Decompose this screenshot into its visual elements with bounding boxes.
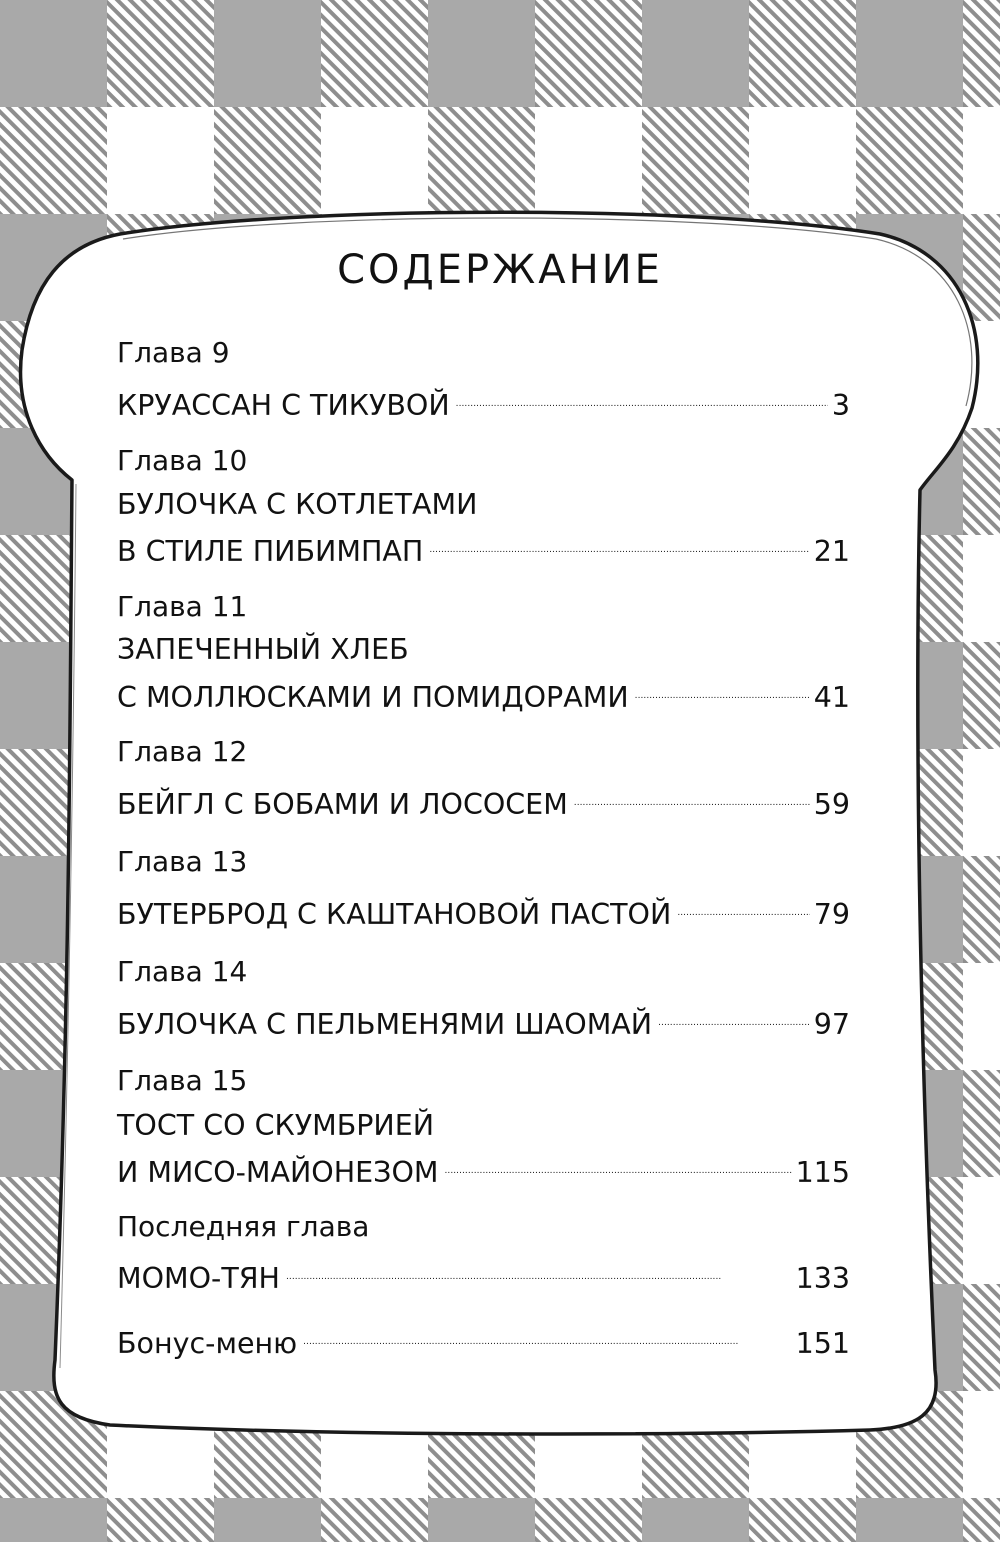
dot-leader [286,1254,792,1288]
chapter-10-page: 21 [813,535,850,568]
last-chapter-label: Последняя глава [117,1210,370,1243]
toc-row-bonus-menu[interactable] [117,1319,850,1360]
dot-leader [429,527,809,561]
toc-row-last-chapter[interactable] [117,1254,850,1295]
chapter-10-label: Глава 10 [117,444,248,477]
chapter-15-label: Глава 15 [117,1064,248,1097]
toc-row-chapter-10[interactable] [117,527,850,568]
dot-leader [444,1148,791,1182]
toc-row-chapter-15[interactable] [117,1148,850,1189]
chapter-14-page: 97 [813,1008,850,1041]
chapter-9-title: КРУАССАН С ТИКУВОЙ [117,389,450,422]
dot-leader [677,890,809,924]
chapter-9-page: 3 [831,389,850,422]
toc-row-chapter-12[interactable] [117,780,850,821]
bonus-menu-title: Бонус-меню [117,1327,298,1360]
chapter-11-title-line-2: С МОЛЛЮСКАМИ И ПОМИДОРАМИ [117,681,629,714]
toc-title: СОДЕРЖАНИЕ [337,247,663,293]
chapter-14-title: БУЛОЧКА С ПЕЛЬМЕНЯМИ ШАОМАЙ [117,1008,653,1041]
dot-leader [635,673,810,707]
chapter-13-page: 79 [813,898,850,931]
chapter-9-label: Глава 9 [117,336,230,369]
chapter-12-page: 59 [813,788,850,821]
chapter-13-title: БУТЕРБРОД С КАШТАНОВОЙ ПАСТОЙ [117,898,672,931]
last-chapter-title: МОМО-ТЯН [117,1262,280,1295]
chapter-15-title-line-2: И МИСО-МАЙОНЕЗОМ [117,1156,439,1189]
chapter-15-page: 115 [795,1156,850,1189]
chapter-11-title-line-1: ЗАПЕЧЕННЫЙ ХЛЕБ [117,633,409,666]
chapter-11-page: 41 [813,681,850,714]
chapter-12-title: БЕЙГЛ С БОБАМИ И ЛОСОСЕМ [117,788,568,821]
dot-leader [456,381,828,415]
chapter-10-title-line-2: В СТИЛЕ ПИБИМПАП [117,535,424,568]
dot-leader [658,1000,810,1034]
chapter-10-title-line-1: БУЛОЧКА С КОТЛЕТАМИ [117,488,478,521]
toc-row-chapter-9[interactable] [117,381,850,422]
toc-row-chapter-14[interactable] [117,1000,850,1041]
bonus-menu-page: 151 [795,1327,850,1360]
chapter-12-label: Глава 12 [117,735,248,768]
chapter-13-label: Глава 13 [117,845,248,878]
chapter-11-label: Глава 11 [117,590,248,623]
chapter-14-label: Глава 14 [117,955,248,988]
dot-leader [303,1319,791,1353]
chapter-15-title-line-1: ТОСТ СО СКУМБРИЕЙ [117,1109,435,1142]
toc-row-chapter-11[interactable] [117,673,850,714]
last-chapter-page: 133 [795,1262,850,1295]
dot-leader [574,780,810,814]
toc-row-chapter-13[interactable] [117,890,850,931]
